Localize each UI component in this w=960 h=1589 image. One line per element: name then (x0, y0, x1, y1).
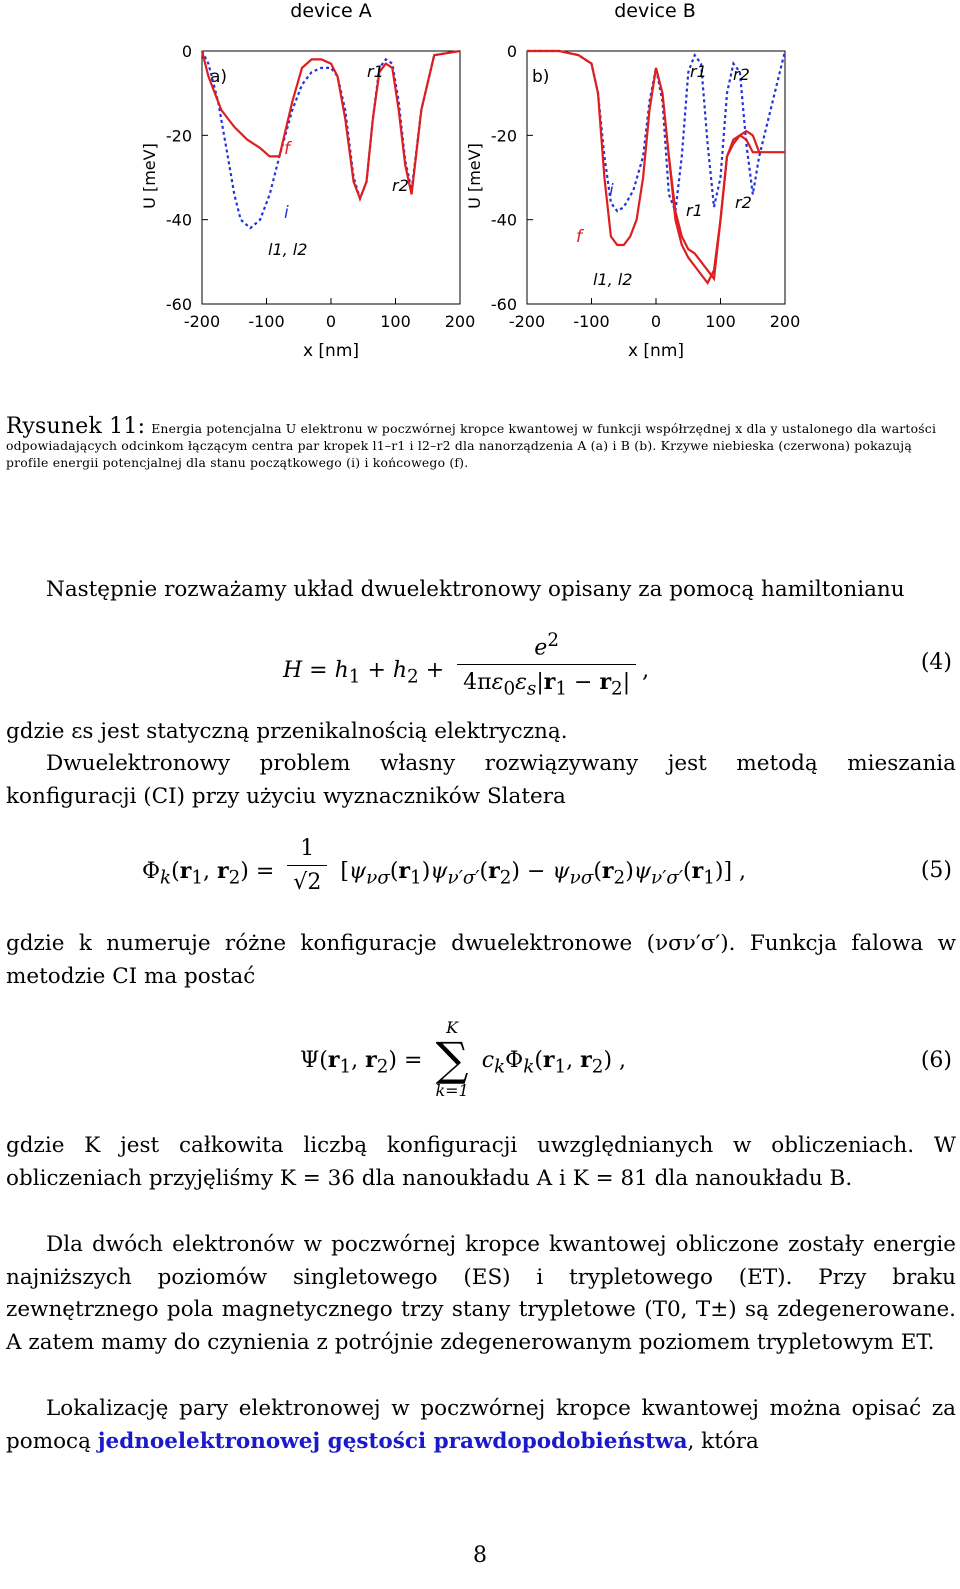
equation-4-formula: $H = h_1 + h_2$ + $\frac{e^2}{4\pi\varepsilon_0\varepsilon_s|r_1 - r_2|}$ , (283, 630, 650, 700)
panel-a-xlabel: x [nm] (302, 341, 360, 361)
panel-b-annot-i: i (609, 181, 614, 201)
panel-a-annot-r1: r1 (367, 62, 384, 81)
panel-a-xtick-label: 0 (325, 312, 337, 331)
panel-a-annot-f: f (284, 139, 290, 159)
equation-6-number: (6) (920, 1048, 952, 1073)
panel-a (140, 0, 475, 361)
panel-b-annot-r1-top: r1 (690, 62, 707, 81)
paragraph-7-end: , która (687, 1428, 759, 1454)
paragraph-7 (6, 1393, 956, 1458)
equation-6 (0, 1018, 960, 1118)
panel-b-xtick-label: 200 (769, 312, 801, 331)
panel-b (465, 0, 800, 361)
panel-b-annot-l1l2: l1, l2 (593, 270, 633, 289)
panel-b-xlabel: x [nm] (627, 341, 685, 361)
panel-b-annot-r2-bottom: r2 (735, 193, 752, 212)
panel-a-ytick-label: -40 (165, 210, 192, 230)
panel-a-label: a) (210, 67, 228, 87)
panel-a-series-f (202, 51, 460, 199)
panel-b-xtick-label: 100 (705, 312, 736, 331)
panel-b-annot-f: f (576, 227, 582, 247)
panel-b-ytick-label: 0 (506, 42, 517, 61)
paragraph-3: Dwuelektronowy problem własny rozwiązywany jest metodą mieszania konfiguracji (CI) przy użyciu wyznaczników Slatera (6, 751, 956, 809)
panel-a-annot-i: i (284, 203, 289, 223)
panel-b-annot-r2-top: r2 (733, 65, 750, 84)
panel-a-ytick-label: -60 (165, 295, 192, 314)
probability-density-link[interactable]: jednoelektronowej gęstości prawdopodobieństwa (97, 1428, 688, 1454)
equation-5-number: (5) (920, 858, 952, 883)
panel-b-ytick-label: -60 (490, 295, 517, 314)
panel-b-ytick-label: -40 (490, 210, 517, 230)
panel-b-xtick-label: -100 (573, 312, 610, 331)
equation-6-formula: $\Psi(r_1$, $r_2$) = K ∑ k=1 $c_k\Phi_k(r_1$, $r_2$) , (300, 1018, 627, 1100)
panel-b-label: b) (532, 67, 550, 87)
panel-a-frame (202, 51, 460, 304)
panel-a-ytick-label: 0 (181, 42, 192, 61)
paragraph-2: gdzie εs jest statyczną przenikalnością elektryczną. (6, 719, 568, 744)
panel-a-ylabel: U [meV] (140, 143, 159, 209)
panel-a-xtick-label: 100 (380, 312, 411, 331)
paragraph-1: Następnie rozważamy układ dwuelektronowy opisany za pomocą hamiltonianu (46, 577, 905, 602)
panel-b-title: device B (614, 0, 696, 22)
panel-a-xtick-label: -200 (183, 312, 221, 331)
panel-a-series-i (202, 51, 460, 228)
page-number: 8 (473, 1543, 487, 1568)
panel-b-xtick-label: -200 (508, 312, 546, 331)
panel-b-frame (527, 51, 785, 304)
paragraph-4: gdzie k numeruje różne konfiguracje dwuelektronowe (νσν′σ′). Funkcja falowa w metodzie CI ma postać (6, 931, 956, 989)
equation-4 (0, 630, 960, 700)
panel-b-series-f (527, 51, 785, 279)
caption-text: Energia potencjalna U elektronu w poczwórnej kropce kwantowej w funkcji współrzędnej x dla y ustalonego dla wartości odpowiadających odcinkom łączącym centra par kropek l1–r1 i l2–r2 dla nanorządzenia A (a) i B (b). Krzywe niebieska (czerwona) pokazują profile energii potencjalnej dla stanu początkowego (i) i końcowego (f). (6, 421, 937, 470)
paragraph-6: Dla dwóch elektronów w poczwórnej kropce kwantowej obliczone zostały energie najniższych poziomów singletowego (ES) i trypletowego (ET). Przy braku zewnętrznego pola magnetycznego trzy stany trypletowe (T0, T±) są zdegenerowane. A zatem mamy do czynienia z potrójnie zdegenerowanym poziomem trypletowym ET. (6, 1232, 956, 1355)
equation-5-formula: $\Phi_k(r_1$, $r_2$) = $\frac{1}{√2}$ $[\psi_{\nu\sigma}(r_1)\psi_{\nu'\sigma'}(r_2) - \psi_{\nu\sigma}(r_2)\psi_{\nu'\sigma'}(r_1)]$ , (142, 836, 747, 895)
panel-a-xtick-label: -100 (248, 312, 285, 331)
panel-a-xtick-label: 200 (444, 312, 476, 331)
panel-b-ytick-label: -20 (490, 126, 517, 146)
caption-lead: Rysunek 11: (6, 414, 146, 439)
figure (0, 0, 960, 370)
paragraph-7-start: Lokalizację pary elektronowej w poczwórnej kropce kwantowej można opisać za pomocą (6, 1396, 956, 1454)
panel-a-ytick-label: -20 (165, 126, 192, 146)
panel-a-annot-l1l2: l1, l2 (268, 240, 308, 259)
panel-b-ylabel: U [meV] (465, 143, 484, 209)
panel-b-annot-r1-bottom: r1 (686, 201, 703, 220)
panel-a-annot-r2: r2 (392, 176, 409, 195)
panel-a-title: device A (290, 0, 372, 22)
equation-4-number: (4) (920, 650, 952, 675)
panel-b-xtick-label: 0 (650, 312, 662, 331)
figure-caption (6, 414, 956, 471)
equation-5 (0, 836, 960, 896)
paragraph-5: gdzie K jest całkowita liczbą konfiguracji uwzględnianych w obliczeniach. W obliczeniach przyjęliśmy K = 36 dla nanoukładu A i K = 81 dla nanoukładu B. (6, 1133, 956, 1191)
